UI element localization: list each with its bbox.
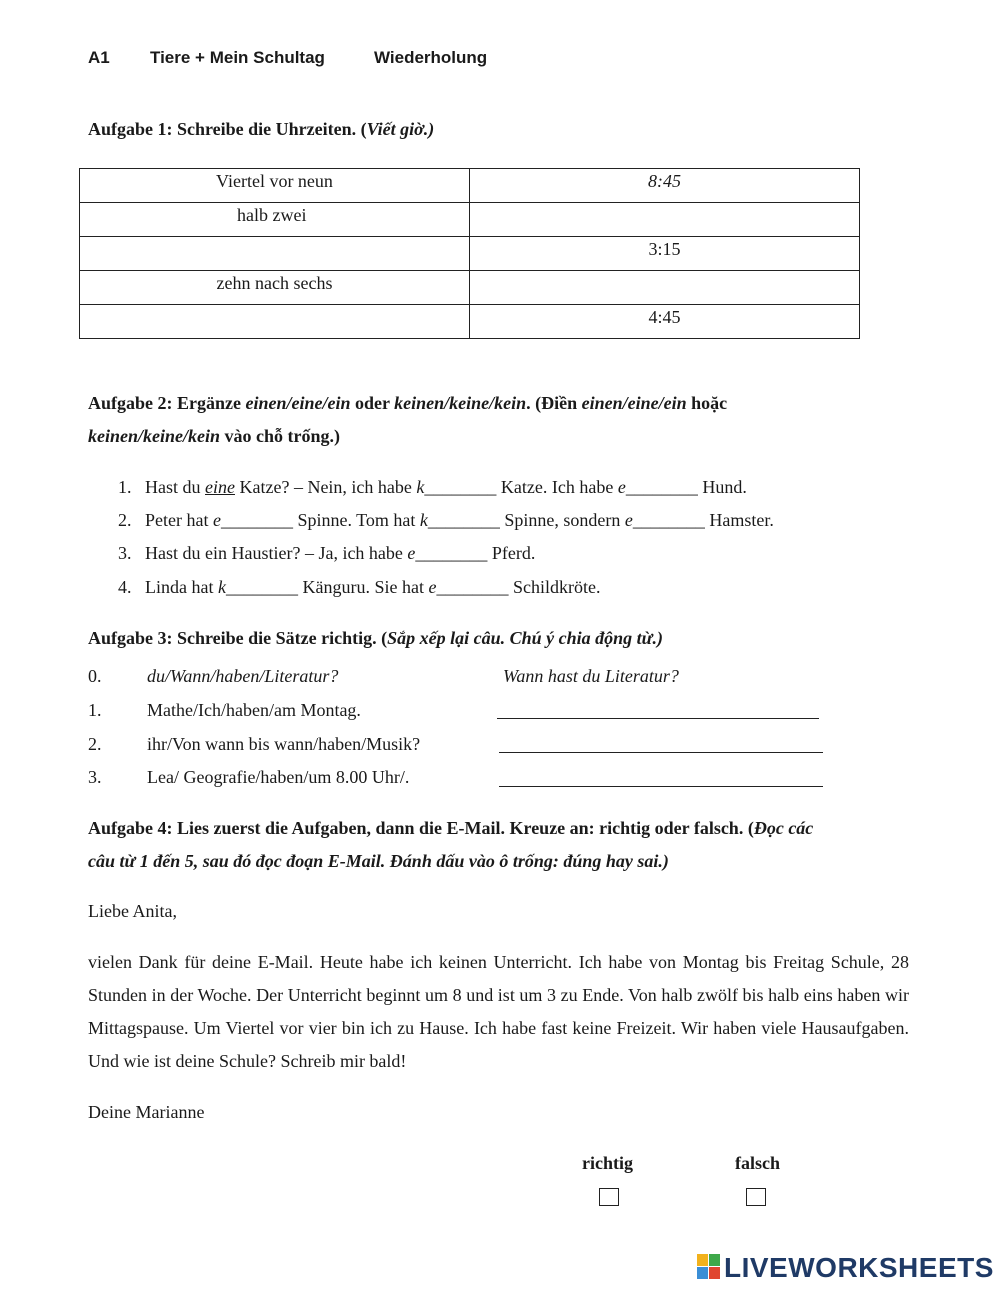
list-item: 3. Hast du ein Haustier? – Ja, ich habe e________ Pferd. bbox=[118, 543, 536, 563]
table-row bbox=[80, 169, 860, 203]
logo-blocks-icon bbox=[697, 1254, 721, 1280]
table-row bbox=[80, 237, 860, 271]
time-cell: 3:15 bbox=[470, 237, 860, 271]
example-answer: eine bbox=[205, 477, 235, 497]
task3-num: 2. bbox=[88, 734, 102, 754]
words-input-cell[interactable] bbox=[80, 305, 470, 339]
time-cell: 8:45 bbox=[470, 169, 860, 203]
email-greeting: Liebe Anita, bbox=[88, 901, 177, 921]
task1-title: Aufgabe 1: Schreibe die Uhrzeiten. (Viết giờ.) bbox=[88, 119, 435, 139]
task3-example-answer: Wann hast du Literatur? bbox=[503, 666, 679, 686]
words-input-cell[interactable] bbox=[80, 237, 470, 271]
task3-num: 3. bbox=[88, 767, 102, 787]
answer-line[interactable] bbox=[497, 718, 819, 719]
task2-title-line2: keinen/keine/kein vào chỗ trống.) bbox=[88, 426, 340, 446]
falsch-checkbox[interactable] bbox=[746, 1188, 766, 1206]
answer-line[interactable] bbox=[499, 786, 823, 787]
level-label: A1 bbox=[88, 48, 110, 67]
richtig-checkbox[interactable] bbox=[599, 1188, 619, 1206]
email-closing: Deine Marianne bbox=[88, 1102, 205, 1122]
table-row bbox=[80, 305, 860, 339]
task3-words: du/Wann/haben/Literatur? bbox=[147, 666, 339, 686]
list-item: 1. Hast du eine Katze? – Nein, ich habe k________ Katze. Ich habe e________ Hund. bbox=[118, 477, 747, 497]
list-item: 2. Peter hat e________ Spinne. Tom hat k________ Spinne, sondern e________ Hamster. bbox=[118, 510, 774, 530]
words-cell: halb zwei bbox=[80, 203, 470, 237]
blank-input[interactable]: ________ Hund. bbox=[625, 477, 747, 497]
task3-title: Aufgabe 3: Schreibe die Sätze richtig. (Sắp xếp lại câu. Chú ý chia động từ.) bbox=[88, 628, 663, 648]
blank-input[interactable]: ________ Katze. Ich habe bbox=[424, 477, 618, 497]
time-input-cell[interactable] bbox=[470, 203, 860, 237]
time-cell: 4:45 bbox=[470, 305, 860, 339]
task3-words: Mathe/Ich/haben/am Montag. bbox=[147, 700, 361, 720]
type-label: Wiederholung bbox=[374, 48, 488, 67]
list-item: 4. Linda hat k________ Känguru. Sie hat e________ Schildkröte. bbox=[118, 577, 601, 597]
task3-num: 1. bbox=[88, 700, 102, 720]
task3-words: ihr/Von wann bis wann/haben/Musik? bbox=[147, 734, 421, 754]
table-row bbox=[80, 203, 860, 237]
task3-num: 0. bbox=[88, 666, 102, 686]
time-input-cell[interactable] bbox=[470, 271, 860, 305]
richtig-header: richtig bbox=[582, 1153, 633, 1173]
task4-title-line2: câu từ 1 đến 5, sau đó đọc đoạn E-Mail. Đánh dấu vào ô trống: đúng hay sai.) bbox=[88, 851, 669, 871]
blank-input[interactable]: ________ Känguru. Sie hat bbox=[225, 577, 429, 597]
blank-input[interactable]: ________ Hamster. bbox=[632, 510, 774, 530]
email-body: vielen Dank für deine E-Mail. Heute habe ich keinen Unterricht. Ich habe von Montag bis Freitag Schule, 28 Stunden in der Woche. Der Unterricht beginnt um 8 und ist um 3 zu Ende. Von halb zwölf bis halb eins haben wir Mittagspause. Um Viertel vor vier bin ich zu Hause. Ich habe fast keine Freizeit. Wir haben viele Hausaufgaben. Und wie ist deine Schule? Schreib mir bald! bbox=[88, 952, 909, 1071]
blank-input[interactable]: ________ Schildkröte. bbox=[436, 577, 601, 597]
table-row bbox=[80, 271, 860, 305]
answer-line[interactable] bbox=[499, 752, 823, 753]
liveworksheets-logo bbox=[697, 1252, 994, 1284]
falsch-header: falsch bbox=[735, 1153, 780, 1173]
topic-label: Tiere + Mein Schultag bbox=[150, 48, 325, 67]
blank-input[interactable]: ________ Pferd. bbox=[415, 543, 536, 563]
task3-words: Lea/ Geografie/haben/um 8.00 Uhr/. bbox=[147, 767, 410, 787]
clock-table bbox=[79, 168, 860, 339]
logo-text: LIVEWORKSHEETS bbox=[724, 1252, 994, 1283]
words-cell: Viertel vor neun bbox=[80, 169, 470, 203]
words-cell: zehn nach sechs bbox=[80, 271, 470, 305]
blank-input[interactable]: ________ Spinne, sondern bbox=[427, 510, 625, 530]
task4-title: Aufgabe 4: Lies zuerst die Aufgaben, dann die E-Mail. Kreuze an: richtig oder falsch. (Đọc các bbox=[88, 818, 814, 838]
task2-title: Aufgabe 2: Ergänze einen/eine/ein oder keinen/keine/kein. (Điền einen/eine/ein hoặc bbox=[88, 393, 728, 413]
blank-input[interactable]: ________ Spinne. Tom hat bbox=[220, 510, 420, 530]
